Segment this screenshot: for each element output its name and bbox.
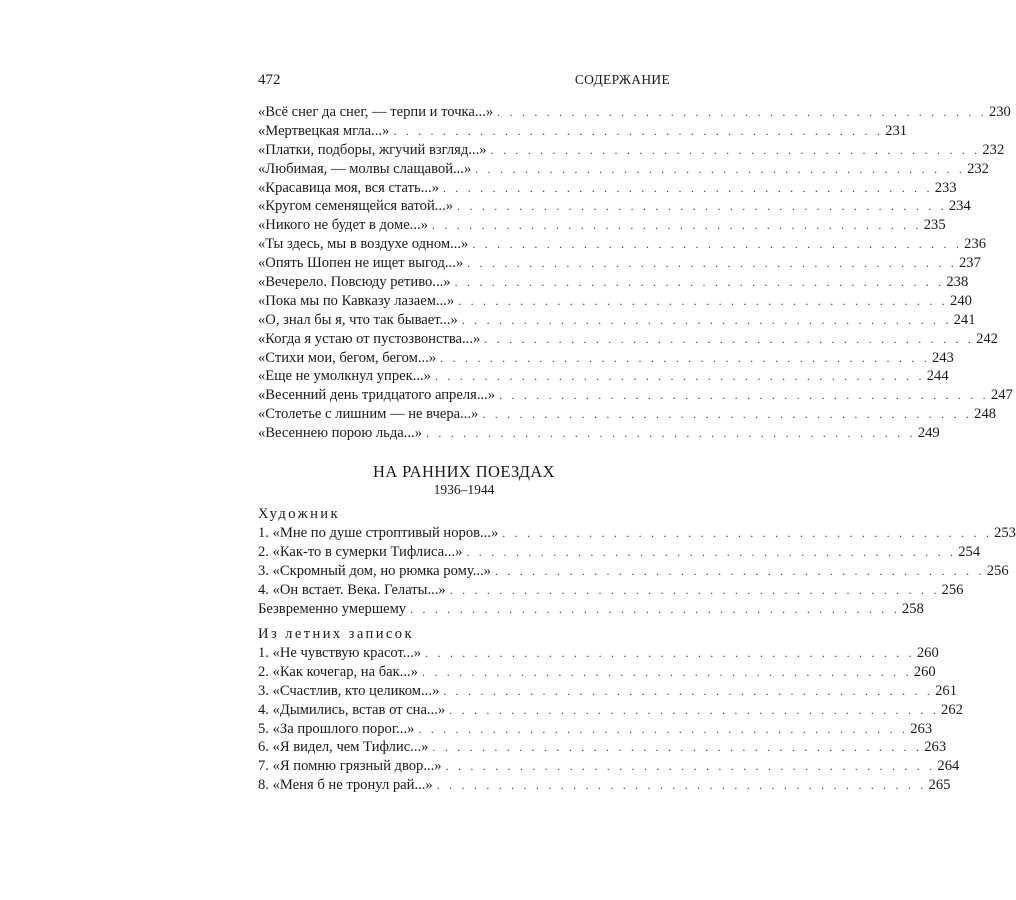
leader-dots: . . . . . . . . . . . . . . . . . . . . . . . . . . . . . . . . . . . . . . . . [431,218,922,233]
leader-dots: . . . . . . . . . . . . . . . . . . . . . . . . . . . . . . . . . . . . . . . . [426,426,916,441]
toc-entry-title: «Никого не будет в доме...» [258,217,428,234]
toc-entry-title: «Кругом семенящейся ватой...» [258,198,454,215]
toc-entry [258,543,981,562]
leader-dots: . . . . . . . . . . . . . . . . . . . . . . . . . . . . . . . . . . . . . . . . [425,646,915,660]
section-title: НА РАННИХ ПОЕЗДАХ [373,462,555,481]
toc-group-artist [258,505,1016,618]
leader-dots: . . . . . . . . . . . . . . . . . . . . . . . . . . . . . . . . . . . . . . . . [458,293,949,308]
leader-dots: . . . . . . . . . . . . . . . . . . . . . . . . . . . . . . . . . . . . . . . . [484,331,975,346]
toc-entry-page: 244 [926,368,949,385]
toc-entry [258,581,964,600]
leader-dots: . . . . . . . . . . . . . . . . . . . . . . . . . . . . . . . . . . . . . . . . [472,237,963,252]
toc-entry-page: 260 [916,645,939,661]
leader-dots: . . . . . . . . . . . . . . . . . . . . . . . . . . . . . . . . . . . . . . . . [449,702,940,717]
toc-entry-page: 253 [994,525,1016,541]
toc-entry [258,682,957,701]
toc-entry [258,160,989,179]
toc-entry-page: 237 [958,255,981,272]
toc-entry [258,103,1011,122]
toc-entry-page: 249 [917,425,940,442]
leader-dots: . . . . . . . . . . . . . . . . . . . . . . . . . . . . . . . . . . . . . . . . [494,563,985,578]
toc-entry-page: 243 [931,349,954,366]
leader-dots: . . . . . . . . . . . . . . . . . . . . . . . . . . . . . . . . . . . . . . . . [442,180,933,195]
toc-entry-page: 242 [976,330,998,347]
toc-entry-page: 232 [982,141,1005,158]
toc-entry-title: «Вечерело. Повсюду ретиво...» [258,274,451,291]
toc-entry [258,524,1016,543]
toc-entry-page: 254 [958,543,981,560]
toc-entry-page: 262 [941,701,963,718]
toc-entry [258,141,1005,160]
running-head: СОДЕРЖАНИЕ [574,72,670,87]
toc-entry [258,367,949,386]
toc-list-top [258,103,1013,443]
leader-dots: . . . . . . . . . . . . . . . . . . . . . . . . . . . . . . . . . . . . . . . . [440,350,930,365]
toc-entry-title: «Ты здесь, мы в воздухе одном...» [258,236,469,253]
leader-dots: . . . . . . . . . . . . . . . . . . . . . . . . . . . . . . . . . . . . . . . . [410,601,900,616]
toc-entry-title: «Когда я устаю от пустозвонства...» [258,330,481,347]
leader-dots: . . . . . . . . . . . . . . . . . . . . . . . . . . . . . . . . . . . . . . . . [434,369,925,384]
toc-group-summer [258,625,963,795]
leader-dots: . . . . . . . . . . . . . . . . . . . . . . . . . . . . . . . . . . . . . . . . [454,275,945,290]
toc-entry-page: 240 [950,292,972,309]
toc-entry [258,122,908,141]
toc-entry [258,600,924,619]
leader-dots: . . . . . . . . . . . . . . . . . . . . . . . . . . . . . . . . . . . . . . . . [467,256,957,271]
toc-entry [258,292,972,311]
toc-entry-title: «Платки, подборы, жгучий взгляд...» [258,141,487,158]
toc-entry-title: 4. «Он встает. Века. Гелаты...» [258,581,446,598]
toc-entry [258,349,954,368]
leader-dots: . . . . . . . . . . . . . . . . . . . . . . . . . . . . . . . . . . . . . . . . [418,721,909,736]
leader-dots: . . . . . . . . . . . . . . . . . . . . . . . . . . . . . . . . . . . . . . . . [475,161,966,176]
toc-entry-title: «Всё снег да снег, — терпи и точка...» [258,104,494,120]
group-title: Художник [258,506,340,522]
toc-entry-title: «Столетье с лишним — не вчера...» [258,406,479,423]
page-number: 472 [258,72,281,88]
toc-entry-page: 235 [923,217,946,234]
leader-dots: . . . . . . . . . . . . . . . . . . . . . . . . . . . . . . . . . . . . . . . . [449,582,940,597]
toc-entry-title: «Стихи мои, бегом, бегом...» [258,349,437,366]
toc-entry-page: 231 [885,122,908,139]
toc-entry-title: 3. «Счастлив, кто целиком...» [258,682,440,699]
toc-entry-page: 256 [941,581,964,598]
toc-entry-title: 3. «Скромный дом, но рюмка рому...» [258,562,491,579]
toc-entry-title: «Мертвецкая мгла...» [258,122,390,139]
toc-entry [258,644,939,663]
leader-dots: . . . . . . . . . . . . . . . . . . . . . . . . . . . . . . . . . . . . . . . . [482,407,973,422]
group-title: Из летних записок [258,626,414,642]
leader-dots: . . . . . . . . . . . . . . . . . . . . . . . . . . . . . . . . . . . . . . . . [421,664,912,679]
toc-entry [258,235,987,254]
leader-dots: . . . . . . . . . . . . . . . . . . . . . . . . . . . . . . . . . . . . . . . . [457,199,947,214]
toc-entry-page: 260 [913,663,936,680]
leader-dots: . . . . . . . . . . . . . . . . . . . . . . . . . . . . . . . . . . . . . . . . [490,142,981,157]
toc-entry-page: 263 [924,739,947,756]
toc-entry-title: 4. «Дымились, встав от сна...» [258,701,446,718]
toc-entry-title: «Любимая, — молвы слащавой...» [258,160,472,177]
toc-entry-title: 8. «Меня б не тронул рай...» [258,777,433,794]
toc-entry-title: «Еще не умолкнул упрек...» [258,368,431,385]
toc-entry-title: 5. «За прошлого порог...» [258,720,415,737]
toc-entry-page: 241 [953,311,976,328]
leader-dots: . . . . . . . . . . . . . . . . . . . . . . . . . . . . . . . . . . . . . . . . [466,544,957,559]
toc-entry-title: «О, знал бы я, что так бывает...» [258,311,458,328]
toc-entry-title: 2. «Как-то в сумерки Тифлиса...» [258,543,463,560]
toc-entry-title: «Весенний день тридцатого апреля...» [258,387,496,404]
leader-dots: . . . . . . . . . . . . . . . . . . . . . . . . . . . . . . . . . . . . . . . . [393,123,884,138]
toc-entry [258,179,957,198]
toc-entry-title: 6. «Я видел, чем Тифлис...» [258,739,429,756]
toc-entry [258,720,933,739]
toc-entry-title: 2. «Как кочегар, на бак...» [258,663,418,680]
toc-entry-page: 248 [974,406,997,423]
toc-entry-title: «Красавица моя, вся стать...» [258,179,439,196]
leader-dots: . . . . . . . . . . . . . . . . . . . . . . . . . . . . . . . . . . . . . . . . [497,105,987,119]
leader-dots: . . . . . . . . . . . . . . . . . . . . . . . . . . . . . . . . . . . . . . . . [432,740,923,755]
leader-dots: . . . . . . . . . . . . . . . . . . . . . . . . . . . . . . . . . . . . . . . . [461,312,952,327]
leader-dots: . . . . . . . . . . . . . . . . . . . . . . . . . . . . . . . . . . . . . . . . [443,683,934,698]
toc-entry-page: 265 [928,777,951,794]
leader-dots: . . . . . . . . . . . . . . . . . . . . . . . . . . . . . . . . . . . . . . . . [436,778,927,793]
toc-entry [258,254,981,273]
toc-entry-page: 238 [946,274,969,291]
toc-entry-title: 1. «Мне по душе строптивый норов...» [258,525,499,541]
toc-entry [258,216,946,235]
toc-entry-page: 264 [937,758,960,775]
toc-entry-page: 234 [948,198,971,215]
toc-entry-title: «Весеннею порою льда...» [258,425,422,442]
toc-entry [258,663,936,682]
toc-entry [258,273,969,292]
toc-entry-title: 7. «Я помню грязный двор...» [258,758,442,775]
toc-entry-title: Безвременно умершему [258,600,407,617]
leader-dots: . . . . . . . . . . . . . . . . . . . . . . . . . . . . . . . . . . . . . . . . [502,526,993,540]
toc-entry [258,386,1013,405]
toc-entry-page: 247 [990,387,1013,404]
toc-entry [258,562,1009,581]
toc-entry-title: «Опять Шопен не ищет выгод...» [258,255,464,272]
toc-entry [258,330,998,349]
leader-dots: . . . . . . . . . . . . . . . . . . . . . . . . . . . . . . . . . . . . . . . . [499,388,989,403]
toc-entry-title: «Пока мы по Кавказу лазаем...» [258,292,455,309]
toc-entry-page: 263 [910,720,933,737]
toc-entry-page: 232 [967,160,989,177]
toc-entry-page: 233 [934,179,957,196]
section-years: 1936–1944 [433,482,495,497]
page-header [258,72,670,94]
toc-entry [258,738,947,757]
toc-entry-page: 230 [988,104,1011,120]
toc-entry-title: 1. «Не чувствую красот...» [258,645,422,661]
toc-entry [258,405,997,424]
toc-entry-page: 258 [901,600,924,617]
leader-dots: . . . . . . . . . . . . . . . . . . . . . . . . . . . . . . . . . . . . . . . . [445,759,936,774]
toc-entry [258,776,951,795]
toc-entry [258,197,971,216]
toc-entry [258,424,940,443]
toc-entry-page: 261 [935,682,957,699]
toc-entry-page: 236 [964,236,987,253]
toc-entry [258,757,960,776]
toc-entry [258,701,963,720]
toc-entry-page: 256 [986,562,1009,579]
toc-entry [258,311,976,330]
